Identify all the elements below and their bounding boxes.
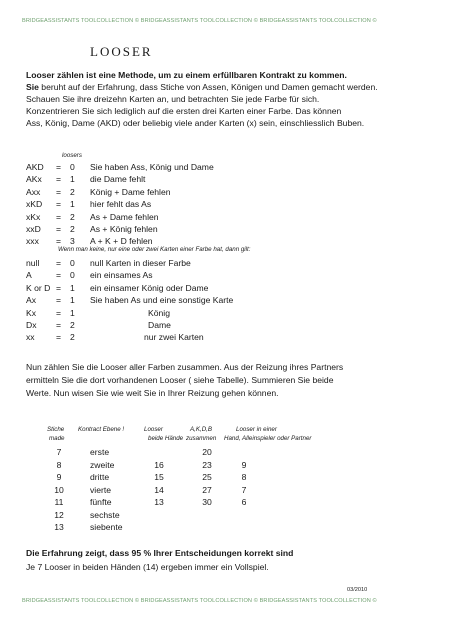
rule-eq: = [56, 211, 62, 222]
intro-line-4: Ass, König, Dame (AKD) oder beliebig viele ander Karten (x) sein, einschliesslich Buben. [26, 118, 365, 128]
th-beide: beide Hände [148, 435, 184, 442]
conclusion-bold: Die Erfahrung zeigt, dass 95 % Ihrer Entscheidungen korrekt sind [26, 548, 294, 558]
th-looser: Looser [144, 426, 163, 433]
rule-desc: As + Dame fehlen [90, 211, 159, 222]
para2-line-1: Nun zählen Sie die Looser aller Farben zusammen. Aus der Reizung ihres Partners [26, 362, 344, 372]
rule-val: 2 [70, 211, 75, 222]
rule-desc: ein einsamer König oder Dame [90, 282, 209, 293]
rule-combo: xKD [26, 199, 43, 210]
table-cell-akdb: 27 [202, 484, 212, 495]
rule-eq: = [56, 320, 62, 330]
para2-line-2: ermitteln Sie die dort vorhandenen Looser ( siehe Tabelle). Summieren Sie beide [26, 375, 334, 385]
table-cell-single: 7 [241, 484, 247, 495]
table-cell-ebene: erste [90, 447, 110, 457]
table-cell-stiche: 12 [54, 509, 64, 520]
rule-eq: = [56, 295, 62, 306]
th-akdb: A,K,D,B [190, 426, 213, 433]
rule-desc: Sie haben Ass, König und Dame [90, 162, 214, 172]
intro-bold-line: Looser zählen ist eine Methode, um zu einem erfüllbaren Kontrakt zu kommen. [26, 70, 347, 80]
para2-line-3: Werte. Nun wisen Sie wie weit Sie in Ihrer Reizung gehen können. [26, 388, 279, 398]
rule-combo: Axx [26, 186, 41, 197]
rule-val: 2 [70, 320, 75, 330]
table-cell-looser: 15 [154, 472, 164, 482]
table-cell-single: 6 [241, 497, 247, 507]
rule-combo: xxD [26, 224, 41, 234]
rules-note: Wenn man keine, nur eine oder zwei Karten einer Farbe hat, dann gilt: [58, 246, 251, 253]
rule-val: 1 [70, 307, 75, 318]
th-stiche: Stiche [47, 426, 65, 433]
rule-val: 1 [70, 174, 75, 185]
rule-val: 2 [70, 224, 75, 234]
table-cell-akdb: 23 [202, 459, 212, 470]
table-cell-ebene: vierte [90, 484, 112, 495]
rule-eq: = [56, 174, 62, 185]
table-cell-ebene: sechste [90, 509, 120, 520]
rule-eq: = [56, 186, 62, 197]
rule-combo: K or D [26, 282, 51, 293]
banner-bottom: BRIDGEASSISTANTS TOOLCOLLECTION © BRIDGEASSISTANTS TOOLCOLLECTION © BRIDGEASSISTANTS TOOLCOLLECTION © [22, 598, 377, 604]
table-cell-ebene: fünfte [90, 497, 112, 507]
intro-line-2: Schauen Sie ihre dreizehn Karten an, und betrachten Sie jede Farbe für sich. [26, 94, 320, 104]
table-cell-stiche: 11 [54, 497, 64, 507]
th-hand: Hand, Alleinspieler oder Partner [224, 435, 312, 442]
rule-desc: die Dame fehlt [90, 174, 146, 185]
intro-line-1 [26, 82, 378, 93]
rule-combo: xxx [26, 236, 39, 247]
table-cell-ebene: zweite [90, 459, 115, 470]
rule-combo: AKD [26, 162, 44, 172]
table-cell-stiche: 7 [56, 447, 62, 457]
intro-line-1-rest: beruht auf der Erfahrung, dass Stiche von Assen, Königen und Damen gemacht werden. [38, 82, 378, 92]
rule-eq: = [56, 224, 62, 234]
intro-line-3: Konzentrieren Sie sich lediglich auf die ersten drei Karten einer Farbe. Das können [26, 106, 342, 116]
rule-combo: Dx [26, 320, 37, 330]
rule-eq: = [56, 307, 62, 318]
table-cell-akdb: 30 [202, 497, 212, 507]
date-stamp: 03/2010 [347, 587, 368, 593]
rule-desc: A + K + D fehlen [90, 236, 153, 247]
rule-eq: = [56, 282, 62, 293]
rule-combo: xx [26, 332, 35, 343]
rule-desc: König [148, 307, 170, 318]
rule-desc: Sie haben As und eine sonstige Karte [90, 295, 234, 306]
rule-eq: = [56, 270, 62, 281]
rule-eq: = [56, 332, 62, 343]
rule-val: 1 [70, 295, 75, 306]
rule-desc: nur zwei Karten [144, 332, 204, 343]
rule-eq: = [56, 236, 62, 247]
table-cell-looser: 13 [154, 497, 164, 507]
table-cell-ebene: siebente [90, 522, 123, 532]
th-zusammen: zusammen [186, 435, 217, 442]
rule-val: 0 [70, 270, 75, 281]
table-cell-single: 9 [241, 459, 247, 470]
th-made: made [49, 435, 65, 442]
rule-val: 0 [70, 258, 75, 268]
page-title: LOOSER [90, 44, 153, 59]
rule-val: 1 [70, 282, 75, 293]
loosers-header: loosers [62, 152, 82, 159]
table-cell-stiche: 9 [56, 472, 62, 482]
rule-val: 2 [70, 186, 75, 197]
rule-val: 1 [70, 199, 75, 210]
rule-combo: AKx [26, 174, 42, 185]
table-cell-akdb: 20 [202, 447, 212, 457]
rule-combo: Ax [26, 295, 37, 306]
rule-combo: null [26, 258, 40, 268]
table-cell-stiche: 10 [54, 484, 64, 495]
rule-combo: xKx [26, 211, 41, 222]
table-cell-looser: 16 [154, 459, 164, 470]
rule-combo: Kx [26, 307, 37, 318]
rule-val: 2 [70, 332, 75, 343]
rule-desc: Dame [148, 320, 171, 330]
table-cell-looser: 14 [154, 484, 164, 495]
rule-eq: = [56, 199, 62, 210]
rule-eq: = [56, 258, 62, 268]
rule-combo: A [26, 270, 32, 281]
th-kontrakt: Kontract Ebene ! [78, 426, 125, 433]
rule-eq: = [56, 162, 62, 172]
rule-val: 0 [70, 162, 75, 172]
table-cell-stiche: 8 [56, 459, 62, 470]
rule-val: 3 [70, 236, 75, 247]
intro-line-1-bold: Sie [26, 82, 39, 92]
th-looser-einer: Looser in einer [236, 426, 277, 433]
conclusion-text: Je 7 Looser in beiden Händen (14) ergeben immer ein Vollspiel. [26, 562, 269, 572]
rule-desc: ein einsames As [90, 270, 153, 281]
table-cell-stiche: 13 [54, 522, 64, 532]
rule-desc: As + König fehlen [90, 224, 158, 234]
banner-top: BRIDGEASSISTANTS TOOLCOLLECTION © BRIDGEASSISTANTS TOOLCOLLECTION © BRIDGEASSISTANTS TOOLCOLLECTION © [22, 18, 377, 24]
table-cell-single: 8 [241, 472, 247, 482]
rule-desc: König + Dame fehlen [90, 186, 171, 197]
rule-desc: null Karten in dieser Farbe [90, 258, 191, 268]
table-cell-ebene: dritte [90, 472, 110, 482]
rule-desc: hier fehlt das As [90, 199, 152, 210]
table-cell-akdb: 25 [202, 472, 212, 482]
